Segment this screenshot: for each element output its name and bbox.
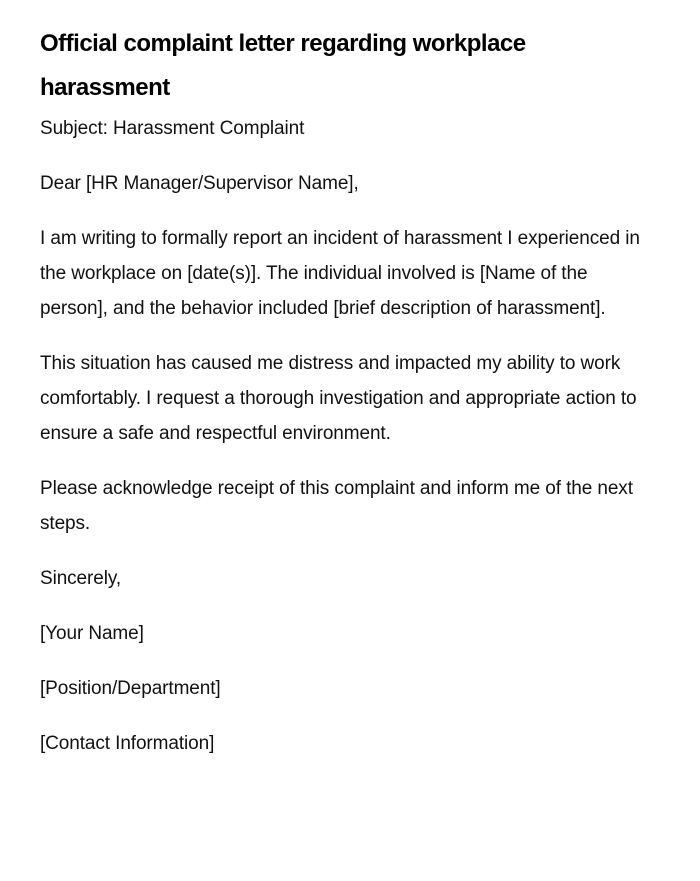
body-paragraph-acknowledge: Please acknowledge receipt of this complaint and inform me of the next steps. — [40, 478, 633, 534]
document-title: Official complaint letter regarding workplace harassment — [40, 30, 526, 101]
signature-contact: [Contact Information] — [40, 733, 215, 754]
closing: Sincerely, — [40, 568, 122, 589]
body-paragraph-incident: I am writing to formally report an incident of harassment I experienced in the workplace on [date(s)]. The individual involved is [Name of the person], and the behavior included [brief description of harassment]. — [40, 228, 640, 319]
signature-name: [Your Name] — [40, 623, 144, 644]
body-paragraph-request: This situation has caused me distress and impacted my ability to work comfortably. I request a thorough investigation and appropriate action to ensure a safe and respectful environment. — [40, 353, 637, 444]
signature-position: [Position/Department] — [40, 678, 221, 699]
salutation: Dear [HR Manager/Supervisor Name], — [40, 173, 359, 194]
subject-line: Subject: Harassment Complaint — [40, 118, 305, 139]
